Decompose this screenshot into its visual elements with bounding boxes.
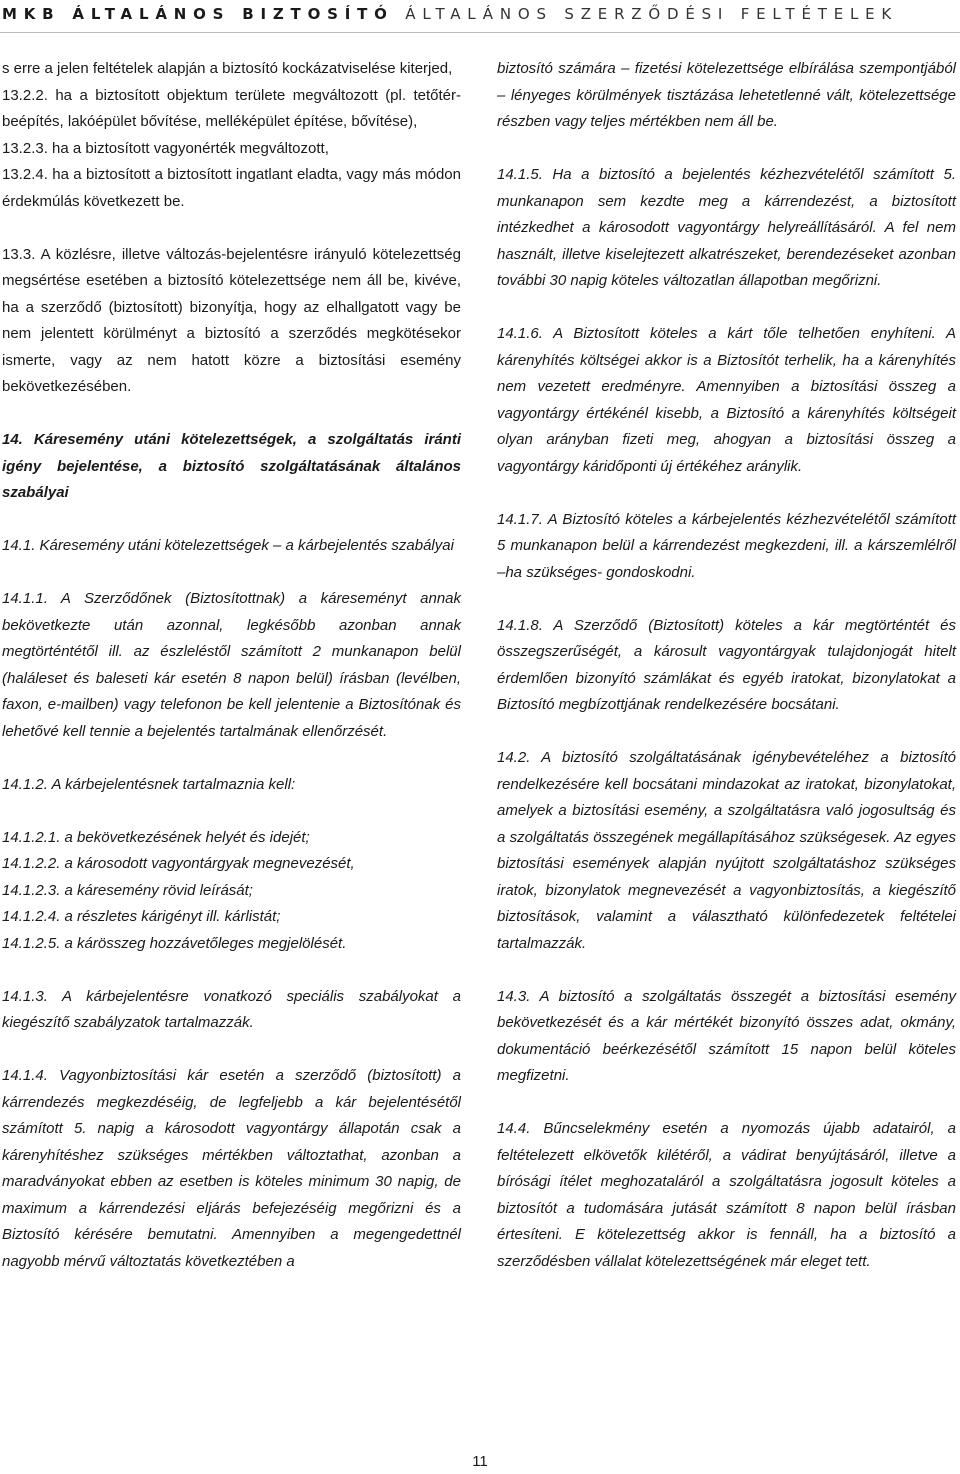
paragraph-14-2: 14.2. A biztosító szolgáltatásának igénybevételéhez a biztosító rendelkezésére kell bocsátani mindazokat az iratokat, bizonylatokat, amelyek a biztosítási esemény, a szolgáltatásra való jogosultság és a szolgáltatás összegének megállapításához szükségesek. Az egyes biztosítási események alapján nyújtott szolgáltatáshoz szükséges iratok, bizonylatok megnevezését a vagyonbiztosítás, a kiegészítő biztosítások, valamint a választható különfedezetek feltételei tartalmazzák. [497,749,956,952]
section-heading-14: 14. Káresemény utáni kötelezettségek, a szolgáltatás iránti igény bejelentése, a biztosító szolgáltatásának általános szabályai [2,431,461,501]
paragraph-13-2-3: 13.2.3. ha a biztosított vagyonérték megváltozott, [2,139,329,157]
paragraph-14-4: 14.4. Bűncselekmény esetén a nyomozás újabb adatairól, a feltételezett elkövetők kilétéről, a vádirat benyújtásáról, illetve a bírósági ítélet meghozataláról a szolgáltatásra jogosult köteles a biztosítót a tudomására jutását számított 8 napon belül írásban értesíteni. E kötelezettség akkor is fennáll, ha a biztosító a szerződésben vállalat kötelezettségének már eleget tett. [497,1120,956,1270]
paragraph-13-3: 13.3. A közlésre, illetve változás-bejelentésre irányuló kötelezettség megsértése esetében a biztosító kötelezettsége nem áll be, kivéve, ha a szerződő (biztosított) bizonyítja, hogy az elhallgatott vagy be nem jelentett körülményt a biztosító a szerződés megkötésekor ismerte, vagy az nem hatott közre a biztosítási esemény bekövetkezésében. [2,245,461,395]
paragraph-14-3: 14.3. A biztosító a szolgáltatás összegét a biztosítási esemény bekövetkezését és a kár mértékét bizonyító összes adat, okmány, dokumentáció beérkezésétől számított 15 napon belül köteles megfizetni. [497,987,956,1084]
header-rule [0,32,960,33]
paragraph-14-1-7: 14.1.7. A Biztosító köteles a kárbejelentés kézhezvételétől számított 5 munkanapon belül a kárrendezést megkezdeni, ill. a kárszemlélről –ha szükséges- gondoskodni. [497,510,956,581]
paragraph-13-2-4: 13.2.4. ha a biztosított a biztosított ingatlant eladta, vagy más módon érdekmúlás következett be. [2,166,461,210]
paragraph-14-1-6: 14.1.6. A Biztosított köteles a kárt tőle telhetően enyhíteni. A kárenyhítés költségei akkor is a Biztosítót terhelik, ha a kárenyhítés nem vezetett eredményre. Amennyiben a biztosítási összeg a vagyontárgy értékénél kisebb, a Biztosító a kárenyhítés költségeit olyan arányban fizeti meg, ahogyan a biztosítási összeg a vagyontárgy káridőponti új értékéhez aránylik. [497,325,956,475]
paragraph-continuation: s erre a jelen feltételek alapján a biztosító kockázatviselése kiterjed, [2,60,453,77]
paragraph-14-1-1: 14.1.1. A Szerződőnek (Biztosítottnak) a káreseményt annak bekövetkezte után azonnal, legkésőbb azonban annak megtörténtétől ill. az észleléstől számított 2 munkanapon belül (haláleset és baleseti kár esetén 8 napon belül) írásban (levélben, faxon, e-mailben) vagy telefonon be kell jelentenie a Biztosítónak és lehetővé kell tennie a bejelentés tartalmának ellenőrzését. [2,590,461,740]
paragraph-13-2-2: 13.2.2. ha a biztosított objektum területe megváltozott (pl. tetőtér-beépítés, lakóépület bővítése, melléképület építése, bővítése), [2,86,461,130]
header-company-name: MKB ÁLTALÁNOS BIZTOSÍTÓ [2,5,394,23]
paragraph-14-1-5: 14.1.5. Ha a biztosító a bejelentés kézhezvételétől számított 5. munkanapon sem kezdte meg a kárrendezést, a biztosított intézkedhet a károsodott vagyontárgy helyreállításáról. A fel nem használt, illetve kiselejtezett alkatrészeket, berendezéseket azonban további 30 napig köteles változatlan állapotban megőrizni. [497,166,956,289]
paragraph-14-1-2: 14.1.2. A kárbejelentésnek tartalmaznia kell: [2,775,296,793]
page-header [0,0,960,32]
list-item: 14.1.2.1. a bekövetkezésének helyét és idejét; [2,828,310,846]
right-column [497,56,956,1275]
paragraph-14-1-3: 14.1.3. A kárbejelentésre vonatkozó speciális szabályokat a kiegészítő szabályzatok tartalmazzák. [2,987,461,1031]
list-item: 14.1.2.3. a káresemény rövid leírását; [2,881,253,899]
left-column [2,56,461,1275]
list-item: 14.1.2.4. a részletes kárigényt ill. kárlistát; [2,908,281,925]
list-item: 14.1.2.2. a károsodott vagyontárgyak megnevezését, [2,855,355,872]
page-number: 11 [472,1453,488,1470]
header-document-title: ÁLTALÁNOS SZERZŐDÉSI FELTÉTELEK [405,5,899,23]
paragraph-14-1-8: 14.1.8. A Szerződő (Biztosított) köteles a kár megtörténtét és összegszerűségét, a károsult vagyontárgyak tulajdonjogát hitelt érdemlően bizonyító számlákat és egyéb iratokat, bizonylatokat a Biztosító megbízottjának rendelkezésére bocsátani. [497,616,956,713]
subheading-14-1: 14.1. Káresemény utáni kötelezettségek – a kárbejelentés szabályai [2,537,454,554]
paragraph-continuation-right: biztosító számára – fizetési kötelezettsége elbírálása szempontjából – lényeges körülmények tisztázása lehetetlenné vált, kötelezettsége részben vagy teljes mértékben nem áll be. [497,60,956,130]
list-item: 14.1.2.5. a kárösszeg hozzávetőleges megjelölését. [2,934,347,952]
paragraph-14-1-4: 14.1.4. Vagyonbiztosítási kár esetén a szerződő (biztosított) a kárrendezés megkezdéséig, de legfeljebb a kár bejelentésétől számított 5. napig a károsodott vagyontárgy állapotán csak a kárenyhítéshez szükséges mértékben változtathat, azonban a maradványokat ebben az esetben is köteles minimum 30 napig, de maximum a kárrendezési eljárás befejezéséig megőrizni és a Biztosító kérésére bemutatni. Amennyiben a megengedettnél nagyobb mérvű változtatás következtében a [2,1067,461,1270]
